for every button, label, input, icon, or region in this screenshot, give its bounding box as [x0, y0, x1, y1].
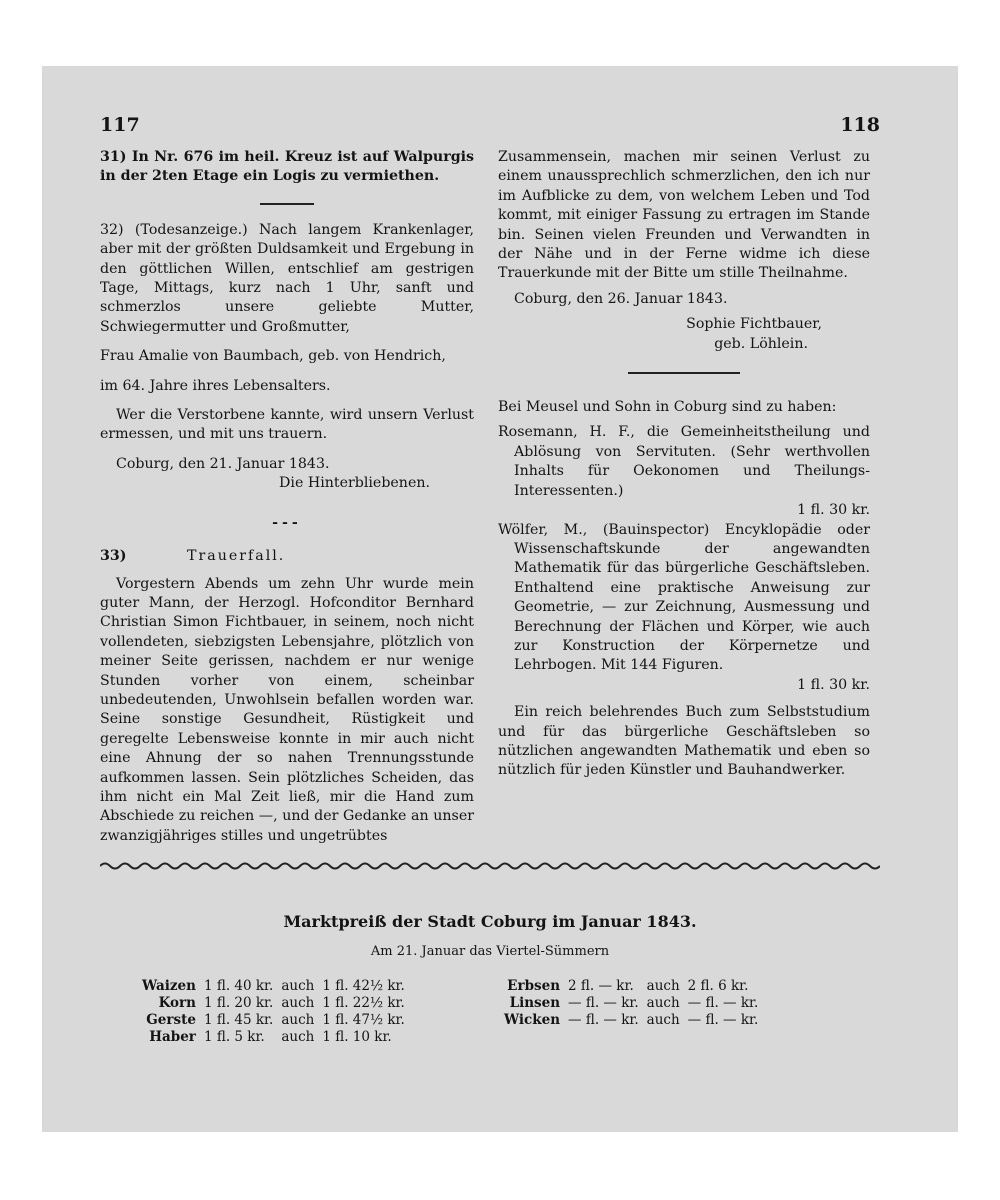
price-b: 1 fl. 22½ kr. [322, 995, 405, 1011]
notice-32-signature: Die Hinterbliebenen. [279, 475, 430, 492]
auch-label: auch [646, 1012, 680, 1028]
book-2-price: 1 fl. 30 kr. [797, 676, 870, 693]
market-table-right [500, 978, 762, 1029]
notice-33-heading [100, 547, 474, 566]
price-b: 1 fl. 42½ kr. [322, 978, 405, 994]
divider [260, 203, 314, 205]
price-b: — fl. — kr. [687, 995, 759, 1011]
notice-31: 31) In Nr. 676 im heil. Kreuz ist auf Walpurgis in der 2ten Etage ein Logis zu vermiethen. [100, 149, 474, 185]
page-number-left: 117 [100, 114, 140, 136]
market-table-left [138, 978, 409, 1046]
notice-33-continued: Zusammensein, machen mir seinen Verlust zu einem unaussprechlich schmerzlichen, den ich nur im Aufblicke zu dem, von welchem Leben und Tod kommt, mit einiger Fassung zu ertragen im Stande bin. Seinen vielen Freunden und Verwandten in der Nähe und in der Ferne widme ich diese Trauerkunde mit der Bitte um stille Theilnahme. [498, 149, 870, 282]
notice-33-signature-born: geb. Löhlein. [714, 335, 808, 352]
market-subtitle: Am 21. Januar das Viertel-Sümmern [370, 944, 610, 959]
newspaper-page [100, 104, 880, 1064]
divider [628, 372, 740, 374]
grain-name: Haber [149, 1029, 196, 1045]
price-a: 1 fl. 20 kr. [203, 995, 274, 1011]
auch-label: auch [646, 978, 680, 994]
table-row [500, 1012, 762, 1029]
table-row [138, 1029, 409, 1046]
table-row [138, 978, 409, 995]
grain-name: Korn [158, 995, 196, 1011]
notice-32-age: im 64. Jahre ihres Lebensalters. [100, 377, 331, 394]
price-b: 2 fl. 6 kr. [687, 978, 749, 994]
notice-32-date: Coburg, den 21. Januar 1843. [116, 455, 330, 472]
dash-divider: --- [272, 514, 302, 531]
notice-33-date: Coburg, den 26. Januar 1843. [514, 290, 728, 307]
notice-32-name: Frau Amalie von Baumbach, geb. von Hendrich, [100, 348, 446, 365]
page-number-right: 118 [840, 114, 880, 136]
table-row [500, 978, 762, 995]
legume-name: Wicken [504, 1012, 561, 1028]
left-column [100, 148, 474, 846]
auch-label: auch [281, 995, 315, 1011]
right-column [498, 148, 870, 781]
price-a: 1 fl. 40 kr. [203, 978, 274, 994]
notice-33-signature-name: Sophie Fichtbauer, [686, 316, 822, 333]
book-1-price: 1 fl. 30 kr. [797, 502, 870, 519]
price-a: 2 fl. — kr. [568, 978, 634, 994]
market-title: Marktpreiß der Stadt Coburg im Januar 1843. [283, 912, 697, 931]
price-a: — fl. — kr. [568, 995, 639, 1011]
table-row [500, 995, 762, 1012]
legume-name: Linsen [509, 995, 561, 1011]
price-a: 1 fl. 5 kr. [203, 1029, 265, 1045]
notice-33-title: Trauerfall. [186, 548, 286, 565]
wavy-separator [100, 860, 880, 872]
notice-33-number: 33) [100, 548, 127, 565]
notice-33-body: Vorgestern Abends um zehn Uhr wurde mein guter Mann, der Herzogl. Hofconditor Bernhard Christian Simon Fichtbauer, in seinem, noch nicht vollendeten, siebzigsten Lebensjahre, plötzlich von meiner Seite gerissen, nachdem er nur wenige Stunden vorher von einem, scheinbar unbedeutenden, Unwohlsein befallen worden war. Seine sonstige Gesundheit, Rüstigkeit und geregelte Lebensweise konnte in mir auch nicht eine Ahnung der so nahen Trennungsstunde aufkommen lassen. Sein plötzliches Scheiden, das ihm nicht ein Mal Zeit ließ, mir die Hand zum Abschiede zu reichen —, und der Gedanke an unser zwanzigjähriges stilles und ungetrübtes [100, 575, 474, 844]
book-2: Wölfer, M., (Bauinspector) Encyklopädie oder Wissenschaftskunde der angewandten Mathematik für das bürgerliche Geschäftsleben. Enthaltend eine praktische Anweisung zur Geometrie, — zur Zeichnung, Ausmessung und Berechnung der Flächen und Körper, wie auch zur Konstruction der Körpernetze und Lehrbogen. Mit 144 Figuren. [498, 521, 870, 674]
grain-name: Gerste [146, 1012, 196, 1028]
auch-label: auch [281, 1029, 315, 1045]
auch-label: auch [281, 978, 315, 994]
price-a: 1 fl. 45 kr. [203, 1012, 274, 1028]
table-row [138, 1012, 409, 1029]
auch-label: auch [646, 995, 680, 1011]
table-row [138, 995, 409, 1012]
auch-label: auch [281, 1012, 315, 1028]
legume-name: Erbsen [507, 978, 561, 994]
price-b: — fl. — kr. [687, 1012, 759, 1028]
notice-32-body: Wer die Verstorbene kannte, wird unsern Verlust ermessen, und mit uns trauern. [100, 407, 474, 443]
notice-32-intro: 32) (Todesanzeige.) Nach langem Krankenlager, aber mit der größten Duldsamkeit und Ergebung in den göttlichen Willen, entschlief am gestrigen Tage, Mittags, kurz nach 1 Uhr, sanft und schmerzlos unsere geliebte Mutter, Schwiegermutter und Großmutter, [100, 221, 474, 335]
price-a: — fl. — kr. [568, 1012, 639, 1028]
price-b: 1 fl. 10 kr. [322, 1029, 392, 1045]
books-header: Bei Meusel und Sohn in Coburg sind zu haben: [498, 399, 837, 416]
grain-name: Waizen [142, 978, 196, 994]
price-b: 1 fl. 47½ kr. [322, 1012, 405, 1028]
book-1: Rosemann, H. F., die Gemeinheitstheilung und Ablösung von Servituten. (Sehr werthvollen Inhalts für Oekonomen und Theilungs-Interessenten.) [498, 424, 870, 499]
book-2-note: Ein reich belehrendes Buch zum Selbststudium und für das bürgerliche Geschäftsleben so nützlichen angewandten Mathematik und eben so nützlich für jeden Künstler und Bauhandwerker. [498, 704, 870, 779]
